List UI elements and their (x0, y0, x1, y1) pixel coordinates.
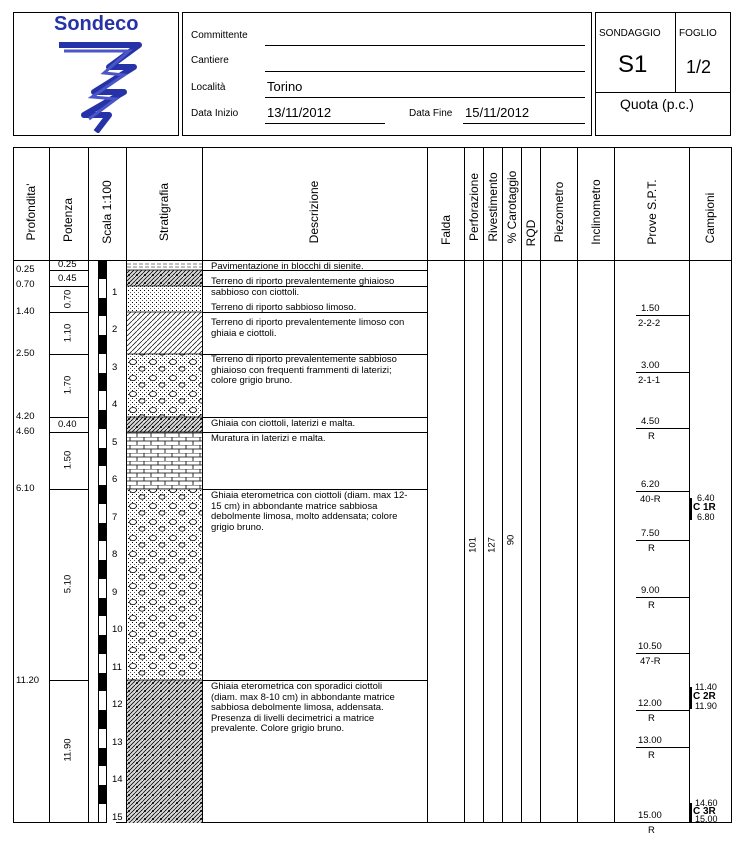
sample-label: C 3R (693, 806, 716, 817)
spt-value: R (648, 713, 655, 724)
col-scala: Scala 1:100 (100, 180, 114, 244)
data-inizio-value: 13/11/2012 (267, 105, 332, 120)
project-info-box (182, 12, 592, 136)
scale-mark: 9 (112, 586, 118, 598)
description-text: Muratura in laterizi e malta. (211, 433, 326, 444)
scale-mark: 4 (112, 399, 118, 410)
scale-segment (98, 448, 107, 467)
description-text: Ghiaia eterometrica con sporadici ciottoli (diam. max 8-10 cm) in abbondante matrice sabbiosa debolmente limosa, addensata. Presenza di livelli decimetrici a matrice prevalente. Colore grigio bruno. (211, 681, 395, 734)
carotaggio-value: 90 (505, 534, 517, 546)
col-carotaggio: % Carotaggio (505, 170, 519, 244)
scale-mark: 1 (112, 286, 118, 298)
depth-label: 6.10 (16, 483, 35, 494)
col-inclinometro: Inclinometro (589, 179, 603, 245)
col-profondita: Profondita' (24, 183, 38, 241)
potenza-label: 1.10 (62, 323, 74, 343)
scale-mark: 12 (112, 699, 123, 710)
description-text: Terreno di riporto prevalentemente ghiaioso sabbioso con ciottoli. (211, 276, 395, 298)
description-text: Ghiaia eterometrica con ciottoli (diam. max 12-15 cm) in abbondante matrice sabbiosa debolmente limosa, molto addensata; colore grigio bruno. (211, 490, 408, 533)
perforazione-value: 101 (467, 537, 479, 553)
sample-top: 6.40 (697, 493, 715, 503)
sample-bottom: 15.00 (695, 814, 718, 824)
description-text: Terreno di riporto prevalentemente limoso con ghiaia e ciottoli. (211, 317, 405, 339)
col-potenza: Potenza (61, 197, 75, 243)
potenza-label: 1.50 (62, 450, 74, 470)
spt-depth: 10.50 (638, 641, 662, 652)
scale-segment (98, 673, 107, 692)
scale-segment (98, 710, 107, 729)
scale-segment (98, 523, 107, 542)
description-text: Ghiaia con ciottoli, laterizi e malta. (211, 418, 356, 429)
spt-value: 40-R (640, 494, 661, 505)
scale-segment (98, 635, 107, 654)
data-fine-value: 15/11/2012 (465, 105, 530, 120)
stratigraphy-column (127, 261, 202, 823)
col-prove-spt: Prove S.P.T. (645, 179, 659, 245)
spt-depth: 13.00 (638, 735, 662, 746)
committente-field (265, 45, 585, 46)
scale-segment (98, 410, 107, 429)
col-piezometro: Piezometro (552, 181, 566, 243)
col-rqd: RQD (524, 219, 538, 247)
cantiere-field (265, 71, 585, 72)
localita-value: Torino (267, 79, 303, 94)
depth-label: 4.60 (16, 426, 35, 437)
scale-segment (98, 598, 107, 617)
sondaggio-label: SONDAGGIO (599, 28, 661, 39)
scale-segment (98, 748, 107, 767)
potenza-label: 5.10 (62, 574, 74, 594)
scale-segment (98, 560, 107, 579)
committente-label: Committente (191, 30, 248, 41)
logo-text: Sondeco (54, 13, 139, 35)
sample-bottom: 11.90 (695, 701, 717, 711)
description-text: Terreno di riporto prevalentemente sabbioso ghiaioso con frequenti frammenti di laterizi; colore grigio bruno. (211, 354, 397, 386)
spt-value: R (648, 600, 655, 611)
sample-label: C 1R (693, 502, 716, 513)
spt-value: 47-R (640, 656, 661, 667)
foglio-value: 1/2 (686, 57, 712, 77)
scale-mark: 13 (112, 736, 123, 748)
scale-mark: 11 (112, 661, 122, 673)
potenza-label: 0.40 (58, 419, 77, 430)
col-campioni: Campioni (703, 192, 717, 244)
data-fine-field (463, 123, 585, 124)
col-stratigrafia: Stratigrafia (157, 182, 171, 242)
spt-depth: 7.50 (641, 528, 660, 539)
spt-depth: 6.20 (641, 479, 660, 490)
data-inizio-label: Data Inizio (191, 108, 239, 119)
potenza-label: 0.70 (62, 289, 74, 309)
potenza-label: 11.90 (62, 738, 74, 762)
description-text: Terreno di riporto sabbioso limoso. (211, 302, 357, 313)
spt-depth: 1.50 (641, 303, 660, 314)
scale-segment (98, 373, 107, 392)
logo-box (13, 12, 179, 136)
spt-value: R (648, 750, 655, 761)
depth-label: 11.20 (16, 675, 40, 686)
description-text: Pavimentazione in blocchi di sienite. (211, 261, 364, 272)
scale-segment (98, 298, 107, 317)
spt-depth: 15.00 (638, 810, 662, 821)
col-descrizione: Descrizione (307, 180, 321, 244)
spt-depth: 12.00 (638, 698, 662, 709)
spt-depth: 3.00 (641, 360, 660, 371)
potenza-label: 0.45 (58, 273, 77, 284)
spt-value: R (648, 825, 655, 836)
cantiere-label: Cantiere (191, 55, 229, 66)
scale-mark: 6 (112, 474, 118, 485)
potenza-label: 1.70 (62, 375, 74, 395)
col-rivestimento: Rivestimento (486, 172, 500, 242)
sample-bottom: 6.80 (697, 512, 715, 522)
sample-top: 11.40 (695, 682, 717, 692)
scale-mark: 2 (112, 324, 118, 335)
spt-value: R (648, 431, 655, 442)
scale-mark: 15 (112, 811, 123, 823)
scale-segment (98, 485, 107, 504)
foglio-label: FOGLIO (679, 28, 717, 39)
spt-value: 2-1-1 (638, 375, 661, 386)
depth-label: 0.70 (16, 279, 35, 290)
scale-segment (98, 785, 107, 804)
col-falda: Falda (439, 214, 453, 246)
col-perforazione: Perforazione (467, 172, 481, 242)
scale-mark: 3 (112, 361, 118, 373)
scale-mark: 14 (112, 774, 123, 785)
depth-label: 4.20 (16, 411, 35, 422)
rivestimento-value: 127 (486, 537, 498, 553)
sondaggio-value: S1 (618, 51, 648, 78)
depth-label: 1.40 (16, 306, 35, 317)
depth-label: 2.50 (16, 348, 35, 359)
scale-mark: 10 (112, 624, 123, 635)
data-fine-label: Data Fine (409, 108, 453, 119)
localita-label: Località (191, 82, 226, 93)
potenza-label: 0.25 (58, 259, 77, 270)
scale-mark: 5 (112, 436, 118, 448)
sondeco-logo-icon (54, 37, 144, 133)
depth-label: 0.25 (16, 264, 35, 275)
scale-mark: 7 (112, 511, 118, 523)
quota-label: Quota (p.c.) (620, 96, 694, 112)
spt-depth: 4.50 (641, 416, 660, 427)
spt-value: R (648, 543, 655, 554)
sondaggio-box (595, 12, 731, 136)
scale-mark: 8 (112, 549, 118, 560)
spt-value: 2-2-2 (638, 318, 661, 329)
scale-segment (98, 335, 107, 354)
scale-segment (98, 260, 107, 279)
spt-depth: 9.00 (641, 585, 660, 596)
data-inizio-field (265, 123, 385, 124)
localita-field (265, 97, 585, 98)
sample-label: C 2R (693, 691, 716, 702)
sample-top: 14.60 (695, 798, 718, 808)
